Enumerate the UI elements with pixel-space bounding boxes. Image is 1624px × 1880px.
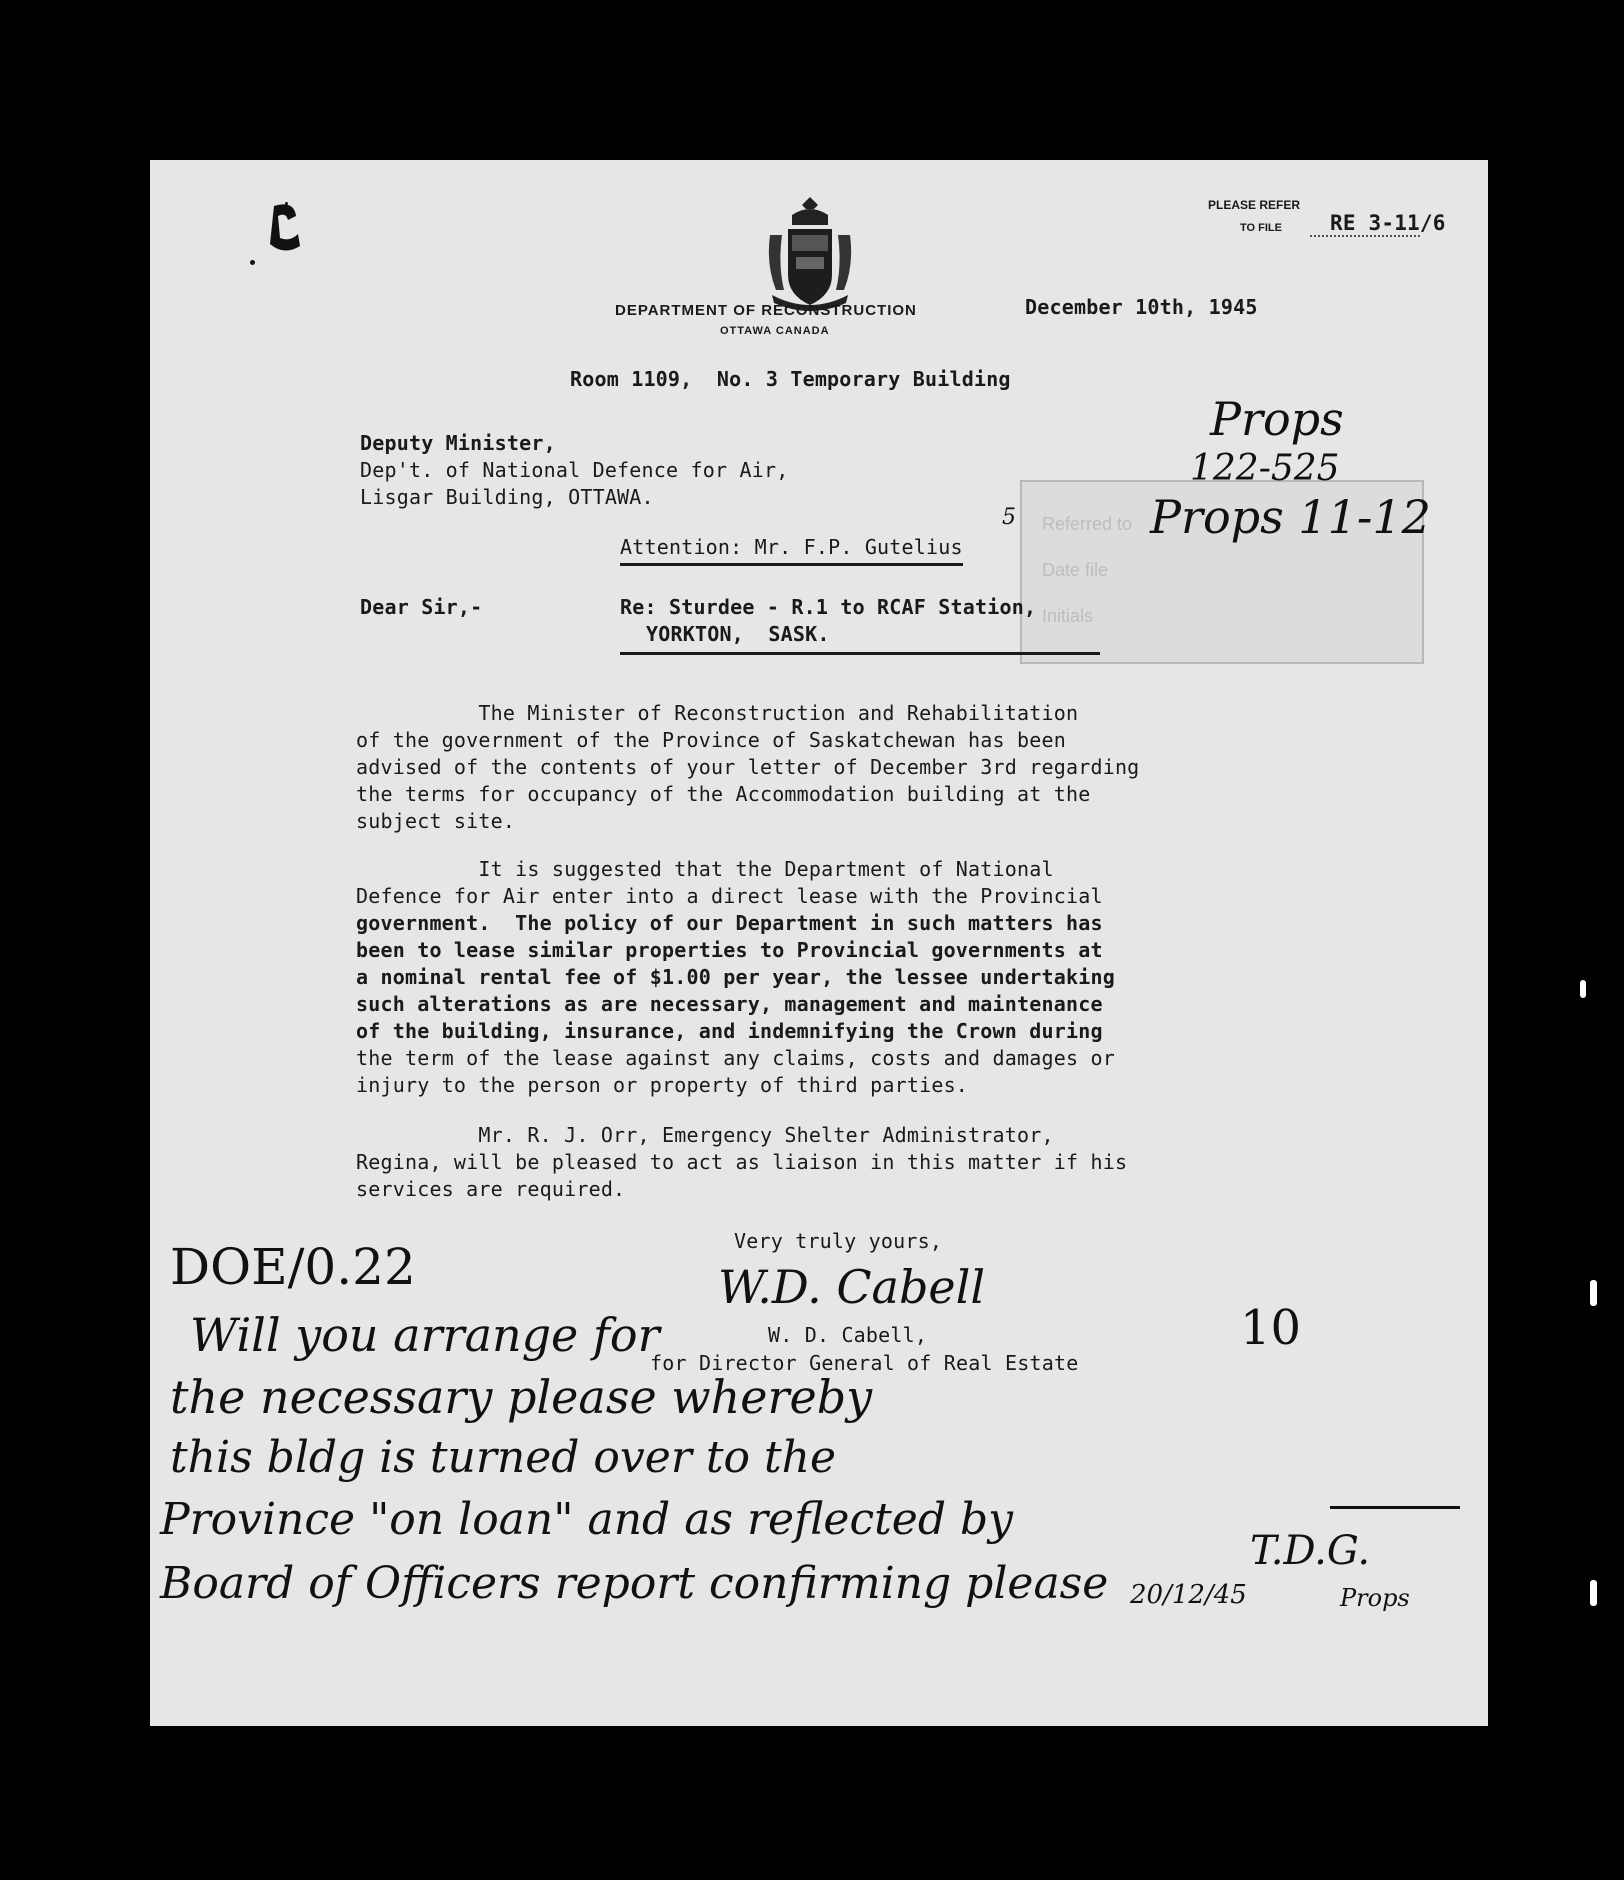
to-file-label: TO FILE: [1240, 222, 1282, 234]
p2-line: injury to the person or property of third parties.: [356, 1073, 969, 1097]
margin-number-10: 10: [1240, 1300, 1302, 1356]
signature-title: for Director General of Real Estate: [650, 1351, 1079, 1375]
refer-label: PLEASE REFER: [1208, 198, 1301, 212]
stamp-handwriting-3: Props 11-12: [1150, 490, 1431, 544]
p3-line: Mr. R. J. Orr, Emergency Shelter Administrator,: [356, 1123, 1054, 1147]
note-line-4: Province "on loan" and as reflected by: [160, 1494, 1013, 1545]
note-line-5: Board of Officers report confirming please: [160, 1558, 1109, 1609]
signature-name: W. D. Cabell,: [768, 1323, 928, 1347]
p1-line: advised of the contents of your letter of December 3rd regarding: [356, 755, 1140, 779]
handwritten-doe-ref: DOE/0.22: [170, 1238, 416, 1296]
margin-number-5: 5: [1002, 505, 1016, 530]
recipient-line-3: Lisgar Building, OTTAWA.: [360, 485, 654, 509]
subject-line-1: Re: Sturdee - R.1 to RCAF Station,: [620, 595, 1037, 619]
recipient-line-2: Dep't. of National Defence for Air,: [360, 458, 789, 482]
film-mark: [1590, 1280, 1597, 1306]
recipient-line-1: Deputy Minister,: [360, 431, 556, 455]
handwritten-props: Props: [1340, 1584, 1410, 1612]
p3-line: Regina, will be pleased to act as liaison in this matter if his: [356, 1150, 1128, 1174]
room-address: Room 1109, No. 3 Temporary Building: [570, 367, 1011, 391]
department-name: DEPARTMENT OF RECONSTRUCTION: [615, 302, 917, 319]
p2-line: Defence for Air enter into a direct lease with the Provincial: [356, 884, 1103, 908]
p1-line: the terms for occupancy of the Accommodation building at the: [356, 782, 1091, 806]
letter-page: [150, 160, 1488, 1726]
p1-line: The Minister of Reconstruction and Rehabilitation: [356, 701, 1079, 725]
film-mark: [1580, 980, 1586, 998]
p2-line: the term of the lease against any claims, costs and damages or: [356, 1046, 1115, 1070]
p1-line: of the government of the Province of Saskatchewan has been: [356, 728, 1066, 752]
note-line-3: this bldg is turned over to the: [170, 1432, 837, 1483]
handwritten-initials: T.D.G.: [1250, 1528, 1371, 1574]
p2-line: government. The policy of our Department in such matters has: [356, 911, 1103, 935]
stamp-handwriting-1: Props: [1210, 392, 1344, 446]
subject-line-2: YORKTON, SASK.: [646, 622, 830, 646]
margin-mark-icon: [260, 198, 310, 258]
file-number: RE 3-11/6: [1330, 211, 1446, 235]
department-city: OTTAWA CANADA: [720, 325, 830, 337]
p3-line: services are required.: [356, 1177, 626, 1201]
closing: Very truly yours,: [734, 1229, 943, 1253]
stamp-handwriting-2: 122-525: [1190, 448, 1340, 489]
p2-line: It is suggested that the Department of National: [356, 857, 1054, 881]
handwritten-date: 20/12/45: [1130, 1580, 1247, 1610]
attention-line: Attention: Mr. F.P. Gutelius: [620, 534, 963, 566]
handwritten-signature: W.D. Cabell: [718, 1260, 986, 1314]
p2-line: been to lease similar properties to Provincial governments at: [356, 938, 1103, 962]
film-mark: [1590, 1580, 1597, 1606]
note-line-1: Will you arrange for: [190, 1308, 660, 1362]
p1-line: subject site.: [356, 809, 516, 833]
p2-line: a nominal rental fee of $1.00 per year, the lessee undertaking: [356, 965, 1115, 989]
salutation: Dear Sir,-: [360, 595, 483, 619]
letter-date: December 10th, 1945: [1025, 295, 1258, 319]
p2-line: such alterations as are necessary, management and maintenance: [356, 992, 1103, 1016]
note-line-2: the necessary please whereby: [170, 1370, 873, 1424]
coat-of-arms-icon: [762, 195, 858, 315]
p2-line: of the building, insurance, and indemnifying the Crown during: [356, 1019, 1103, 1043]
filing-stamp: Referred to Date file Initials: [1020, 480, 1424, 664]
